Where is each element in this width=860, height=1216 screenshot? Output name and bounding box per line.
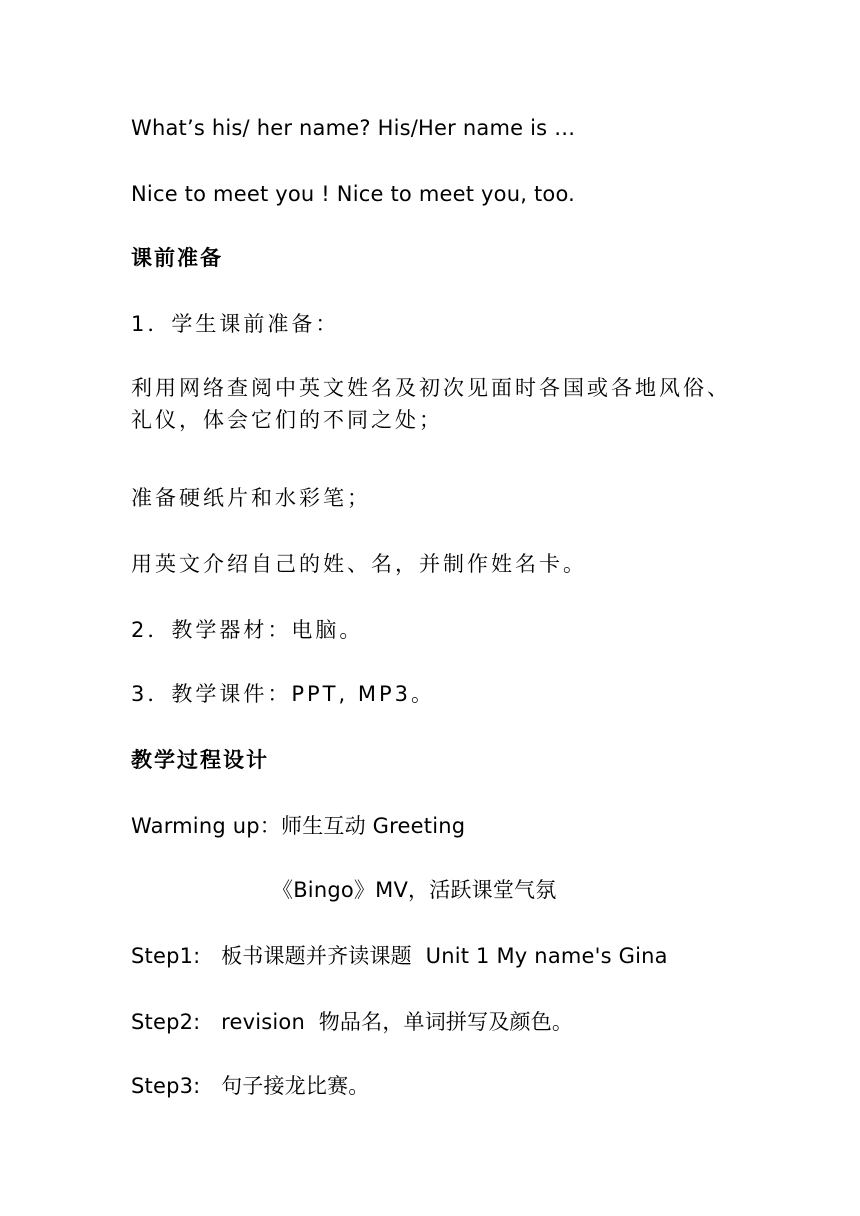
text-line-prepare-materials: 准备硬纸片和水彩笔； bbox=[131, 486, 371, 510]
paragraph-research-names: 利用网络查阅中英文姓名及初次见面时各国或各地风俗、礼仪，体会它们的不同之处； bbox=[131, 376, 731, 432]
section-heading-teaching-process: 教学过程设计 bbox=[131, 748, 269, 772]
text-line-name-card: 用英文介绍自己的姓、名，并制作姓名卡。 bbox=[131, 552, 587, 576]
section-heading-preparation: 课前准备 bbox=[131, 246, 223, 270]
list-item-student-preparation: 1．学生课前准备： bbox=[131, 312, 340, 336]
text-line-nice-to-meet-you: Nice to meet you ! Nice to meet you, too. bbox=[131, 182, 576, 206]
text-line-whats-his-name: What’s his/ her name? His/Her name is … bbox=[131, 116, 576, 140]
text-line-warming-up: Warming up：师生互动 Greeting bbox=[131, 814, 466, 838]
list-item-equipment: 2．教学器材：电脑。 bbox=[131, 618, 364, 642]
text-line-bingo-mv: 《Bingo》MV，活跃课堂气氛 bbox=[272, 878, 557, 902]
text-line-step1: Step1: 板书课题并齐读课题 Unit 1 My name's Gina bbox=[131, 944, 668, 968]
text-line-step3: Step3: 句子接龙比赛。 bbox=[131, 1074, 370, 1098]
text-line-step2: Step2: revision 物品名，单词拼写及颜色。 bbox=[131, 1010, 574, 1034]
list-item-courseware: 3．教学课件：PPT, MP3。 bbox=[131, 682, 436, 706]
